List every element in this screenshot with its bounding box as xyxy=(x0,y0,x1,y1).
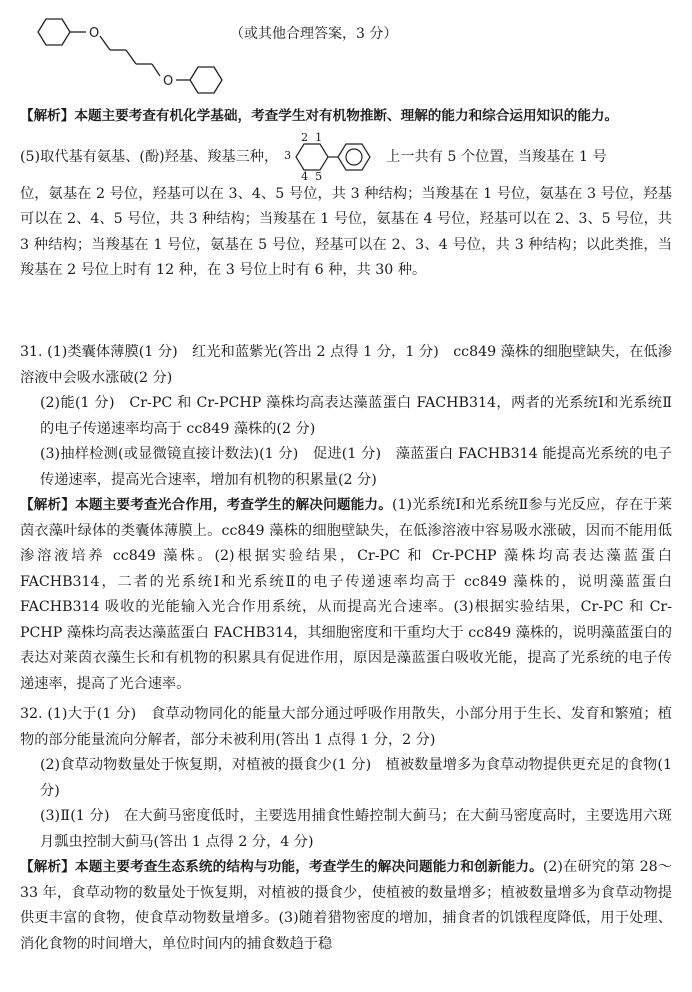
score-note: （或其他合理答案，3 分） xyxy=(230,26,398,42)
analysis-heading: 【解析】本题主要考查生态系统的结构与功能，考查学生的解决问题能力和创新能力。 xyxy=(20,859,543,875)
analysis-text: 上一共有 5 个位置，当羧基在 1 号 xyxy=(386,148,607,165)
analysis-section-chem xyxy=(20,104,672,284)
answer-item: 32. (1)大于(1 分) 食草动物同化的能量大部分通过呼吸作用散失，小部分用于生长、发育和繁殖；植物的部分能量流向分解者，部分未被利用(答出 1 点得 1 分，2 分) xyxy=(20,706,672,748)
position-label: 5 xyxy=(315,169,323,183)
position-label: 1 xyxy=(315,130,323,144)
oxygen-atom-label: O xyxy=(163,74,174,89)
analysis-text: (5)取代基有氨基、(酚)羟基、羧基三种， xyxy=(20,148,279,165)
analysis-heading: 【解析】本题主要考查有机化学基础，考查学生对有机物推断、理解的能力和综合运用知识的能力。 xyxy=(20,108,619,124)
analysis-paragraph: 位，氨基在 2 号位，羟基可以在 3、4、5 号位，共 3 种结构；当羧基在 1 号位，氨基在 3 号位，羟基可以在 2、4、5 号位，共 3 种结构；当羧基在 1 号位，氨基在 4 号位，羟基可以在 2、3、5 号位，共 3 种结构；当羧基在 1 号位，氨基在 5 号位，羟基可以在 2、3、4 号位，共 3 种结构；以此类推，当羧基在 2 号位上时有 12 种，在 3 号位上时有 6 种，共 30 种。 xyxy=(20,185,672,278)
answer-item: (3)Ⅱ(1 分) 在大蓟马密度低时，主要选用捕食性蝽控制大蓟马；在大蓟马密度高时，主要选用六斑月瓢虫控制大蓟马(答出 1 点得 2 分，4 分) xyxy=(40,808,672,850)
analysis-paragraph xyxy=(20,493,672,697)
cyclohexane-ring-left xyxy=(38,19,70,45)
answer-item: (2)食草动物数量处于恢复期，对植被的摄食少(1 分) 植被数量增多为食草动物提供更充足的食物(1 分) xyxy=(40,757,672,799)
analysis-paragraph xyxy=(20,132,672,182)
cyclohexane-ring-right xyxy=(190,67,222,93)
analysis-heading: 【解析】本题主要考查光合作用，考查学生的解决问题能力。 xyxy=(20,497,392,513)
answer-section-q31 xyxy=(20,340,672,697)
answer-item: 31. (1)类囊体薄膜(1 分) 红光和蓝紫光(答出 2 点得 1 分，1 分) cc849 藻株的细胞壁缺失，在低渗溶液中会吸水涨破(2 分) xyxy=(20,344,672,386)
analysis-text: (1)光系统Ⅰ和光系统Ⅱ参与光反应，存在于莱茵衣藻叶绿体的类囊体薄膜上。cc849 藻株的细胞壁缺失，在低渗溶液中容易吸水涨破，因而不能用低渗溶液培养 cc849 藻株。(2)根据实验结果，Cr-PC 和 Cr-PCHP 藻株均高表达藻蓝蛋白 FACHB314，二者的光系统Ⅰ和光系统Ⅱ的电子传递速率均高于 cc849 藻株的，说明藻蓝蛋白 FACHB314 吸收的光能输入光合作用系统，从而提高光合速率。(3)根据实验结果，Cr-PC 和 Cr-PCHP 藻株均高表达藻蓝蛋白 FACHB314，其细胞密度和干重均大于 cc849 藻株的，说明藻蓝蛋白的表达对莱茵衣藻生长和有机物的积累具有促进作用，原因是藻蓝蛋白吸收光能，提高了光系统的电子传递速率，提高了光合速率。 xyxy=(20,497,672,692)
position-label: 4 xyxy=(301,169,309,183)
answer-section-q32 xyxy=(20,702,672,957)
answer-item: (3)抽样检测(或显微镜直接计数法)(1 分) 促进(1 分) 藻蓝蛋白 FACHB314 能提高光系统的电子传递速率，提高光合速率，增加有机物的积累量(2 分) xyxy=(40,446,672,488)
ether-structure-diagram xyxy=(30,6,230,96)
oxygen-atom-label: O xyxy=(89,26,100,41)
position-label: 2 xyxy=(301,130,309,144)
analysis-paragraph xyxy=(20,855,672,957)
answer-item: (2)能(1 分) Cr-PC 和 Cr-PCHP 藻株均高表达藻蓝蛋白 FACHB314，两者的光系统Ⅰ和光系统Ⅱ的电子传递速率均高于 cc849 藻株的(2 分) xyxy=(40,395,672,437)
position-label: 3 xyxy=(284,148,292,162)
biphenyl-position-diagram xyxy=(282,132,382,182)
analysis-text: (2)在研究的第 28～33 年，食草动物的数量处于恢复期，对植被的摄食少，使植被的数量增多；植被数量增多为食草动物提供更丰富的食物，使食草动物数量增多。(3)随着猎物密度的增加，捕食者的饥饿程度降低，用于处理、消化食物的时间增大，单位时间内的捕食数趋于稳 xyxy=(20,859,672,952)
